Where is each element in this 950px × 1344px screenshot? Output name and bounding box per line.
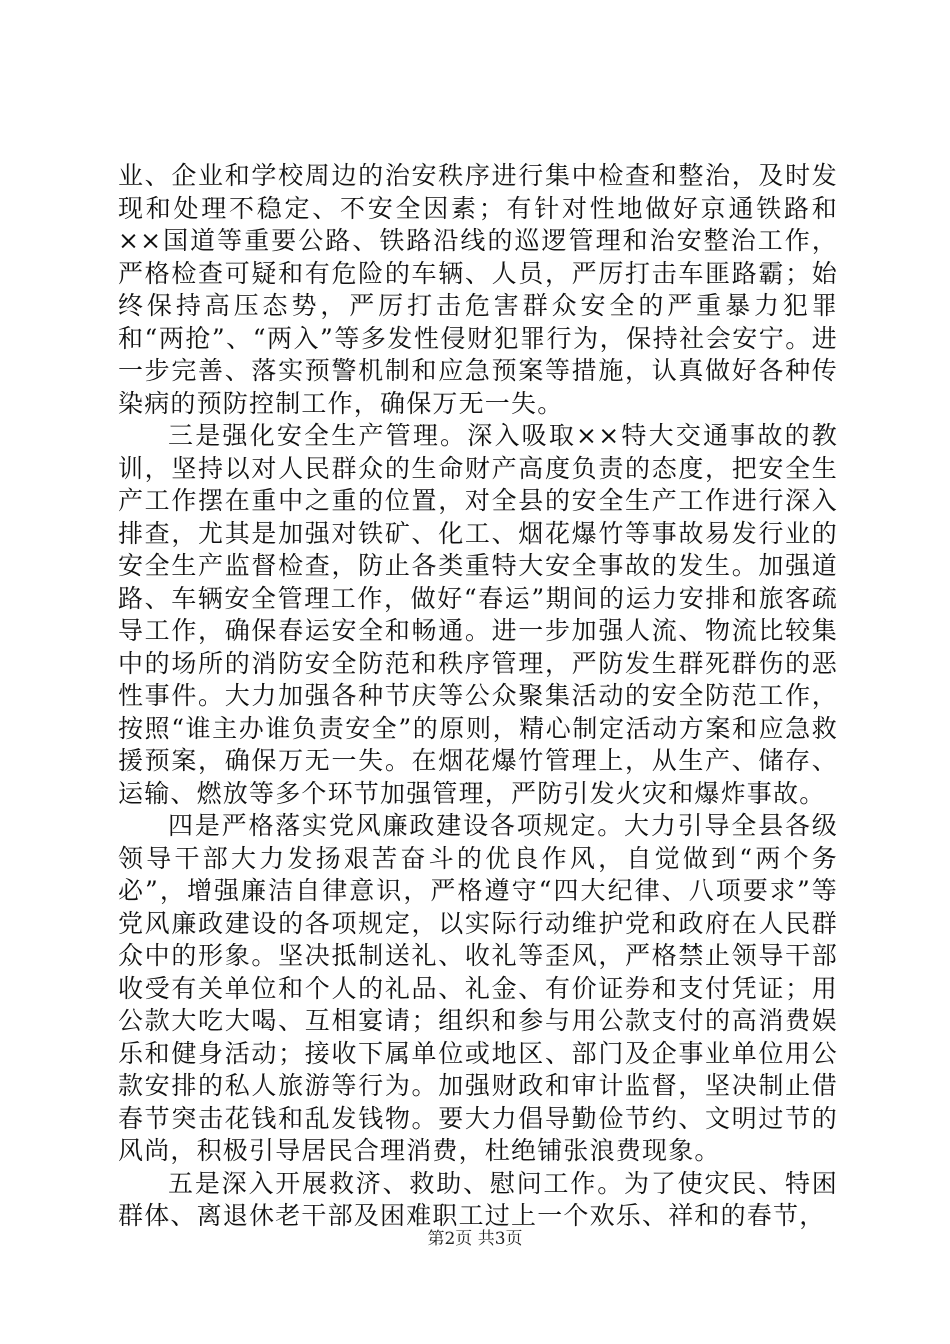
document-body (118, 160, 838, 1233)
paragraph-relief-work: 五是深入开展救济、救助、慰问工作。为了使灾民、特困群体、离退休老干部及困难职工过上一个欢乐、祥和的春节， (118, 1168, 838, 1230)
paragraph-continuation: 业、企业和学校周边的治安秩序进行集中检查和整治，及时发现和处理不稳定、不安全因素；有针对性地做好京通铁路和××国道等重要公路、铁路沿线的巡逻管理和治安整治工作，严格检查可疑和有危险的车辆、人员，严厉打击车匪路霸；始终保持高压态势，严厉打击危害群众安全的严重暴力犯罪和“两抢”、“两入”等多发性侵财犯罪行为，保持社会安宁。进一步完善、落实预警机制和应急预案等措施，认真做好各种传染病的预防控制工作，确保万无一失。 (118, 161, 838, 418)
page-number-footer: 第2页 共3页 (427, 1229, 523, 1249)
paragraph-clean-governance: 四是严格落实党风廉政建设各项规定。大力引导全县各级领导干部大力发扬艰苦奋斗的优良作风，自觉做到“两个务必”，增强廉洁自律意识，严格遵守“四大纪律、八项要求”等党风廉政建设的各项规定，以实际行动维护党和政府在人民群众中的形象。坚决抵制送礼、收礼等歪风，严格禁止领导干部收受有关单位和个人的礼品、礼金、有价证券和支付凭证；用公款大吃大喝、互相宴请；组织和参与用公款支付的高消费娱乐和健身活动；接收下属单位或地区、部门及企事业单位用公款安排的私人旅游等行为。加强财政和审计监督，坚决制止借春节突击花钱和乱发钱物。要大力倡导勤俭节约、文明过节的风尚，积极引导居民合理消费，杜绝铺张浪费现象。 (118, 811, 838, 1165)
paragraph-safety-production: 三是强化安全生产管理。深入吸取××特大交通事故的教训，坚持以对人民群众的生命财产高度负责的态度，把安全生产工作摆在重中之重的位置，对全县的安全生产工作进行深入排查，尤其是加强对铁矿、化工、烟花爆竹等事故易发行业的安全生产监督检查，防止各类重特大安全事故的发生。加强道路、车辆安全管理工作，做好“春运”期间的运力安排和旅客疏导工作，确保春运安全和畅通。进一步加强人流、物流比较集中的场所的消防安全防范和秩序管理，严防发生群死群伤的恶性事件。大力加强各种节庆等公众聚集活动的安全防范工作，按照“谁主办谁负责安全”的原则，精心制定活动方案和应急救援预案，确保万无一失。在烟花爆竹管理上，从生产、储存、运输、燃放等多个环节加强管理，严防引发火灾和爆炸事故。 (118, 421, 838, 808)
